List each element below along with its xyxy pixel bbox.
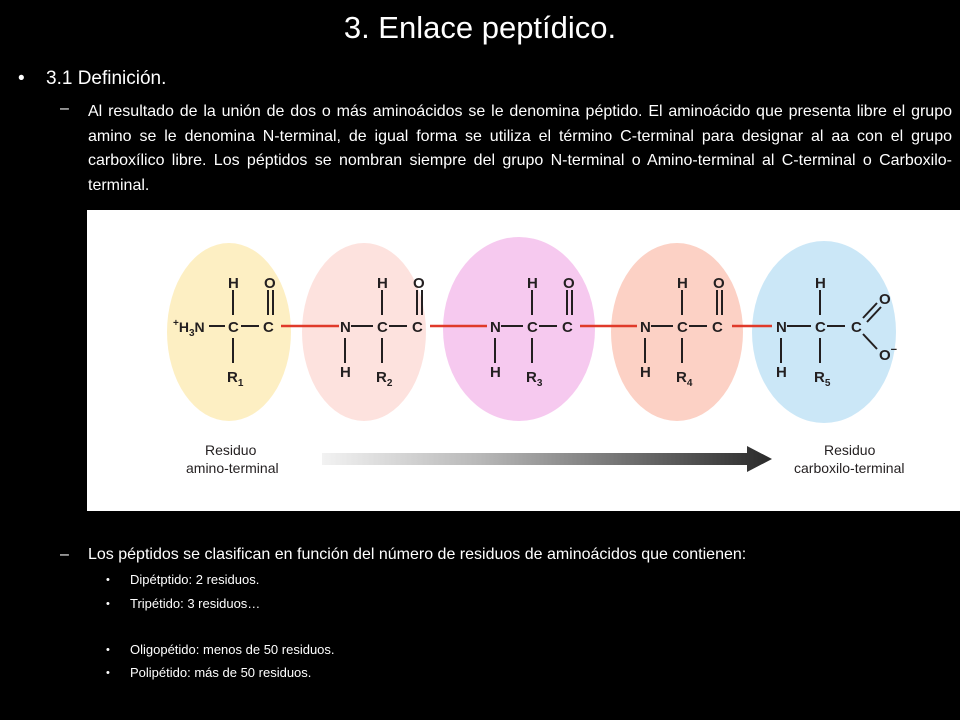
list-item-text: Dipétptido: 2 residuos.: [130, 572, 260, 587]
atom-label: N: [640, 319, 651, 336]
atom-label: H: [815, 275, 826, 292]
classification-intro: Los péptidos se clasifican en función del número de residuos de aminoácidos que contienen:: [88, 546, 747, 563]
atom-label: N: [776, 319, 787, 336]
atom-label: C: [677, 319, 688, 336]
atom-label: O: [879, 291, 891, 308]
side-chain-r3: $R_3$: [526, 369, 543, 389]
atom-label: C: [851, 319, 862, 336]
amino-group-label: $^+H_3N$: [173, 318, 205, 339]
atom-label: C: [263, 319, 274, 336]
atom-label: H: [527, 275, 538, 292]
peptide-figure: [87, 210, 960, 511]
section-heading-text: 3.1 Definición.: [46, 68, 167, 89]
atom-label: O: [713, 275, 725, 292]
atom-label: C: [228, 319, 239, 336]
atom-label: H: [640, 364, 651, 381]
list-item-text: Tripétido: 3 residuos…: [130, 596, 261, 611]
atom-label: N: [340, 319, 351, 336]
atom-label: C: [815, 319, 826, 336]
atom-label: C: [377, 319, 388, 336]
bullet: •: [106, 598, 110, 610]
atom-label: C: [712, 319, 723, 336]
bullet: •: [18, 68, 25, 89]
atom-label: H: [677, 275, 688, 292]
left-caption-line2: amino-terminal: [186, 460, 279, 476]
atom-label: C: [412, 319, 423, 336]
side-chain-r1: $R_1$: [227, 369, 244, 389]
side-chain-r2: $R_2$: [376, 369, 393, 389]
side-chain-r4: $R_4$: [676, 369, 693, 389]
dash-bullet: –: [60, 100, 69, 117]
left-caption-line1: Residuo: [205, 442, 257, 458]
slide-title: 3. Enlace peptídico.: [343, 10, 617, 45]
definition-paragraph: Al resultado de la unión de dos o más aminoácidos se le denomina péptido. El aminoácido que presenta libre el grupo amino se le denomina N-terminal, de igual forma se utiliza el término C-terminal para designar al aa con el grupo carboxílico libre. Los péptidos se nombran siempre del grupo N-terminal o Amino-terminal al C-terminal o Carboxilo-terminal.: [88, 103, 952, 194]
list-item-text: Polipétido: más de 50 residuos.: [130, 665, 312, 680]
peptide-diagram: [87, 210, 960, 511]
atom-label: H: [228, 275, 239, 292]
right-caption-line1: Residuo: [824, 442, 876, 458]
carboxylate-oxygen: O−: [879, 344, 898, 364]
direction-arrow: [322, 446, 772, 472]
atom-label: O: [413, 275, 425, 292]
right-caption-line2: carboxilo-terminal: [794, 460, 905, 476]
atom-label: H: [490, 364, 501, 381]
atom-label: H: [776, 364, 787, 381]
atom-label: C: [527, 319, 538, 336]
atom-label: O: [264, 275, 276, 292]
atom-label: H: [377, 275, 388, 292]
list-item-text: Oligopétido: menos de 50 residuos.: [130, 642, 335, 657]
bullet: •: [106, 574, 110, 586]
residue-2-oval: [302, 243, 426, 421]
bullet: •: [106, 644, 110, 656]
atom-label: N: [490, 319, 501, 336]
atom-label: C: [562, 319, 573, 336]
side-chain-r5: $R_5$: [814, 369, 831, 389]
atom-label: O: [563, 275, 575, 292]
dash-bullet: –: [60, 546, 69, 563]
bullet: •: [106, 667, 110, 679]
atom-label: H: [340, 364, 351, 381]
